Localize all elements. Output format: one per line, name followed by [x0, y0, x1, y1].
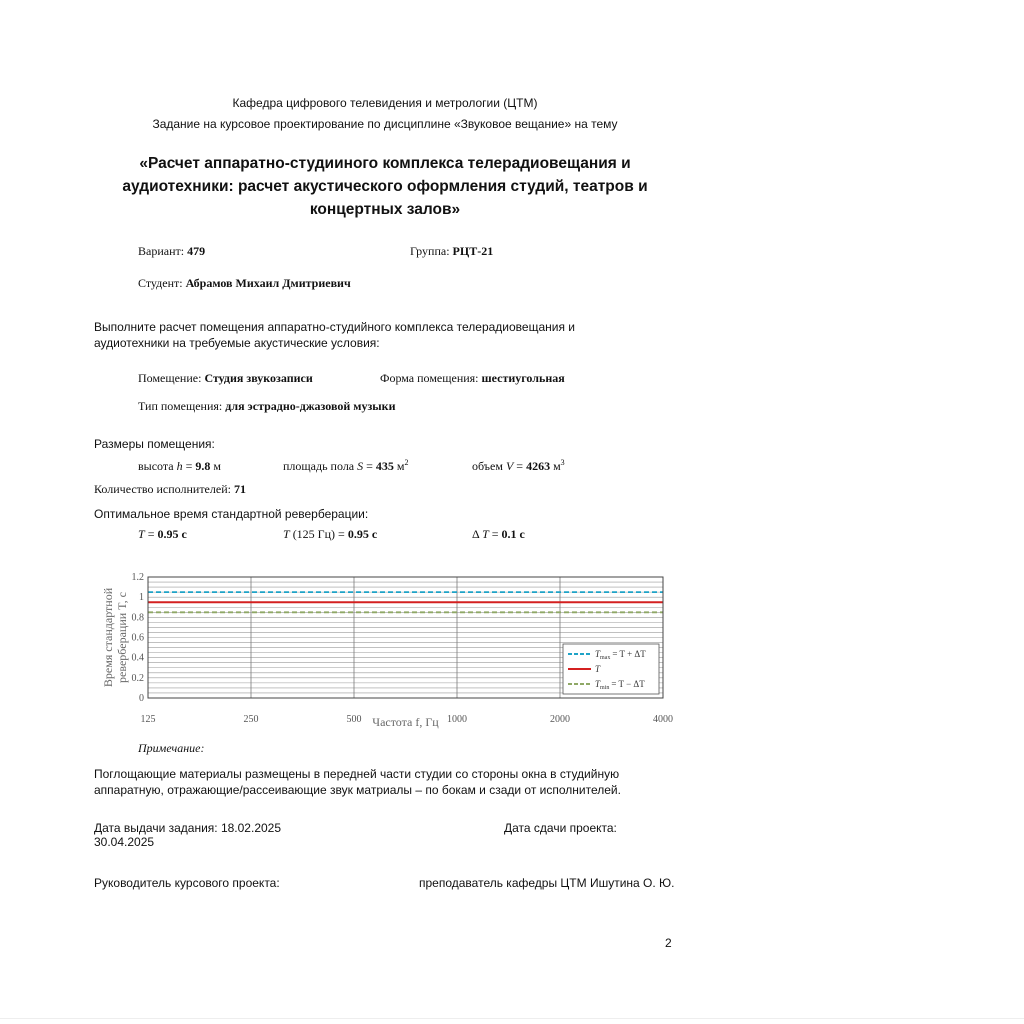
room-row	[138, 371, 313, 386]
project-title-line-3: концертных залов»	[309, 201, 461, 218]
performers-row	[94, 482, 246, 497]
x-tick-label: 250	[243, 714, 259, 725]
area-value: 435	[375, 459, 394, 473]
student-row	[138, 276, 351, 291]
reverb-t125-var: T	[283, 527, 290, 541]
volume-exp: 3	[560, 458, 565, 467]
note-line-1: Поглощающие материалы размещены в передней части студии со стороны окна в студийную	[94, 767, 620, 781]
height-var: h	[176, 459, 183, 473]
y-tick-label: 1	[139, 592, 144, 604]
project-title-line-2: аудиотехники: расчет акустического оформления студий, театров и	[122, 178, 648, 195]
issue-date: Дата выдачи задания: 18.02.2025	[94, 821, 282, 835]
area-unit: м	[396, 459, 405, 473]
height-label: высота	[138, 459, 174, 473]
page-number: 2	[665, 936, 672, 950]
group-value: РЦТ-21	[452, 244, 494, 258]
reverb-t-var: T	[138, 527, 145, 541]
submit-date-label: Дата сдачи проекта:	[504, 821, 617, 835]
legend-label-main: T	[595, 679, 601, 689]
reverb-t-row: T = 0.95 с	[138, 527, 187, 541]
group-label: Группа:	[410, 244, 450, 258]
x-tick-label: 4000	[653, 714, 673, 725]
reverb-dt-var: T	[482, 527, 489, 541]
room-value: Студия звукозаписи	[204, 371, 313, 385]
y-tick-label: 0.6	[131, 632, 144, 644]
room-label: Помещение:	[138, 371, 202, 385]
y-tick-label: 0.4	[131, 652, 144, 664]
volume-value: 4263	[526, 459, 551, 473]
submit-date-value: 30.04.2025	[94, 835, 155, 849]
shape-label: Форма помещения:	[380, 371, 479, 385]
task-line-1: Выполните расчет помещения аппаратно-студийного комплекса телерадиовещания и	[94, 320, 576, 334]
type-label: Тип помещения:	[138, 399, 223, 413]
shape-row	[380, 371, 565, 386]
type-value: для эстрадно-джазовой музыки	[225, 399, 396, 413]
note-heading: Примечание:	[138, 741, 205, 755]
x-tick-label: 2000	[550, 714, 570, 725]
student-label: Студент:	[138, 276, 183, 290]
note-paragraph	[94, 766, 734, 798]
legend-label-sub: min	[600, 685, 610, 691]
reverb-chart	[100, 566, 690, 736]
volume-unit: м	[553, 459, 561, 473]
height-row: высота h = 9.8 м	[138, 459, 221, 473]
volume-var: V	[505, 459, 514, 473]
variant-row	[138, 244, 205, 259]
legend-label-main: T	[595, 649, 601, 659]
reverb-heading: Оптимальное время стандартной реверберации:	[94, 507, 369, 521]
height-unit: м	[213, 459, 221, 473]
y-axis-label-line-1: Время стандартной	[101, 587, 115, 688]
assignment-line: Задание на курсовое проектирование по дисциплине «Звуковое вещание» на тему	[152, 117, 618, 131]
dimensions-heading: Размеры помещения:	[94, 437, 215, 451]
y-tick-label: 1.2	[131, 572, 144, 583]
area-row: площадь пола S = 435 $м^2$	[283, 458, 409, 473]
reverb-dt-label: Δ	[472, 527, 480, 541]
performers-label: Количество исполнителей:	[94, 482, 231, 496]
performers-value: 71	[233, 482, 246, 496]
x-tick-label: 1000	[447, 714, 467, 725]
task-line-2: аудиотехники на требуемые акустические условия:	[94, 336, 380, 350]
legend-label-rest: = T − ΔT	[611, 679, 645, 689]
task-paragraph	[94, 319, 734, 351]
reverb-dt-value: 0.1 с	[501, 527, 525, 541]
reverb-dt-row: Δ T = 0.1 с	[472, 527, 525, 541]
group-row	[410, 244, 493, 259]
supervisor-label: Руководитель курсового проекта:	[94, 876, 280, 890]
reverb-t125-value: 0.95 с	[347, 527, 378, 541]
volume-label: объем	[472, 459, 503, 473]
y-tick-label: 0.2	[131, 672, 144, 684]
reverb-t-value: 0.95 с	[157, 527, 187, 541]
reverb-t125-label: (125 Гц) =	[292, 527, 345, 541]
shape-value: шестиугольная	[481, 371, 565, 385]
variant-value: 479	[187, 244, 206, 258]
y-tick-label: 0.8	[131, 612, 144, 624]
legend-label-sub: max	[600, 655, 611, 661]
department-line: Кафедра цифрового телевидения и метрологии (ЦТМ)	[232, 96, 538, 110]
x-axis-label: Частота f, Гц	[372, 715, 439, 729]
area-label: площадь пола	[283, 459, 355, 473]
area-exp: 2	[404, 458, 409, 467]
y-axis-label-line-2: реверберации T, с	[115, 592, 129, 683]
project-title	[60, 152, 710, 221]
legend-label-main: T	[595, 664, 601, 674]
supervisor-value: преподаватель кафедры ЦТМ Ишутина О. Ю.	[419, 876, 675, 890]
volume-row: объем V = 4263 $м^3$	[472, 458, 565, 473]
y-tick-label: 0	[139, 693, 144, 704]
project-title-line-1: «Расчет аппаратно-студииного комплекса телерадиовещания и	[139, 155, 631, 172]
reverb-t125-row	[283, 527, 377, 542]
type-row	[138, 399, 396, 414]
variant-label: Вариант:	[138, 244, 185, 258]
chart-legend	[563, 644, 659, 694]
note-line-2: аппаратную, отражающие/рассеивающие звук матриалы – по бокам и сзади от исполнителей.	[94, 783, 621, 797]
height-value: 9.8	[195, 459, 211, 473]
x-tick-label: 125	[140, 714, 156, 725]
student-value: Абрамов Михаил Дмитриевич	[185, 276, 351, 290]
area-var: S	[357, 459, 364, 473]
x-tick-label: 500	[346, 714, 362, 725]
legend-label-rest: = T + ΔT	[612, 649, 646, 659]
chart-series	[148, 592, 663, 612]
page-edge-divider	[0, 1018, 1024, 1019]
